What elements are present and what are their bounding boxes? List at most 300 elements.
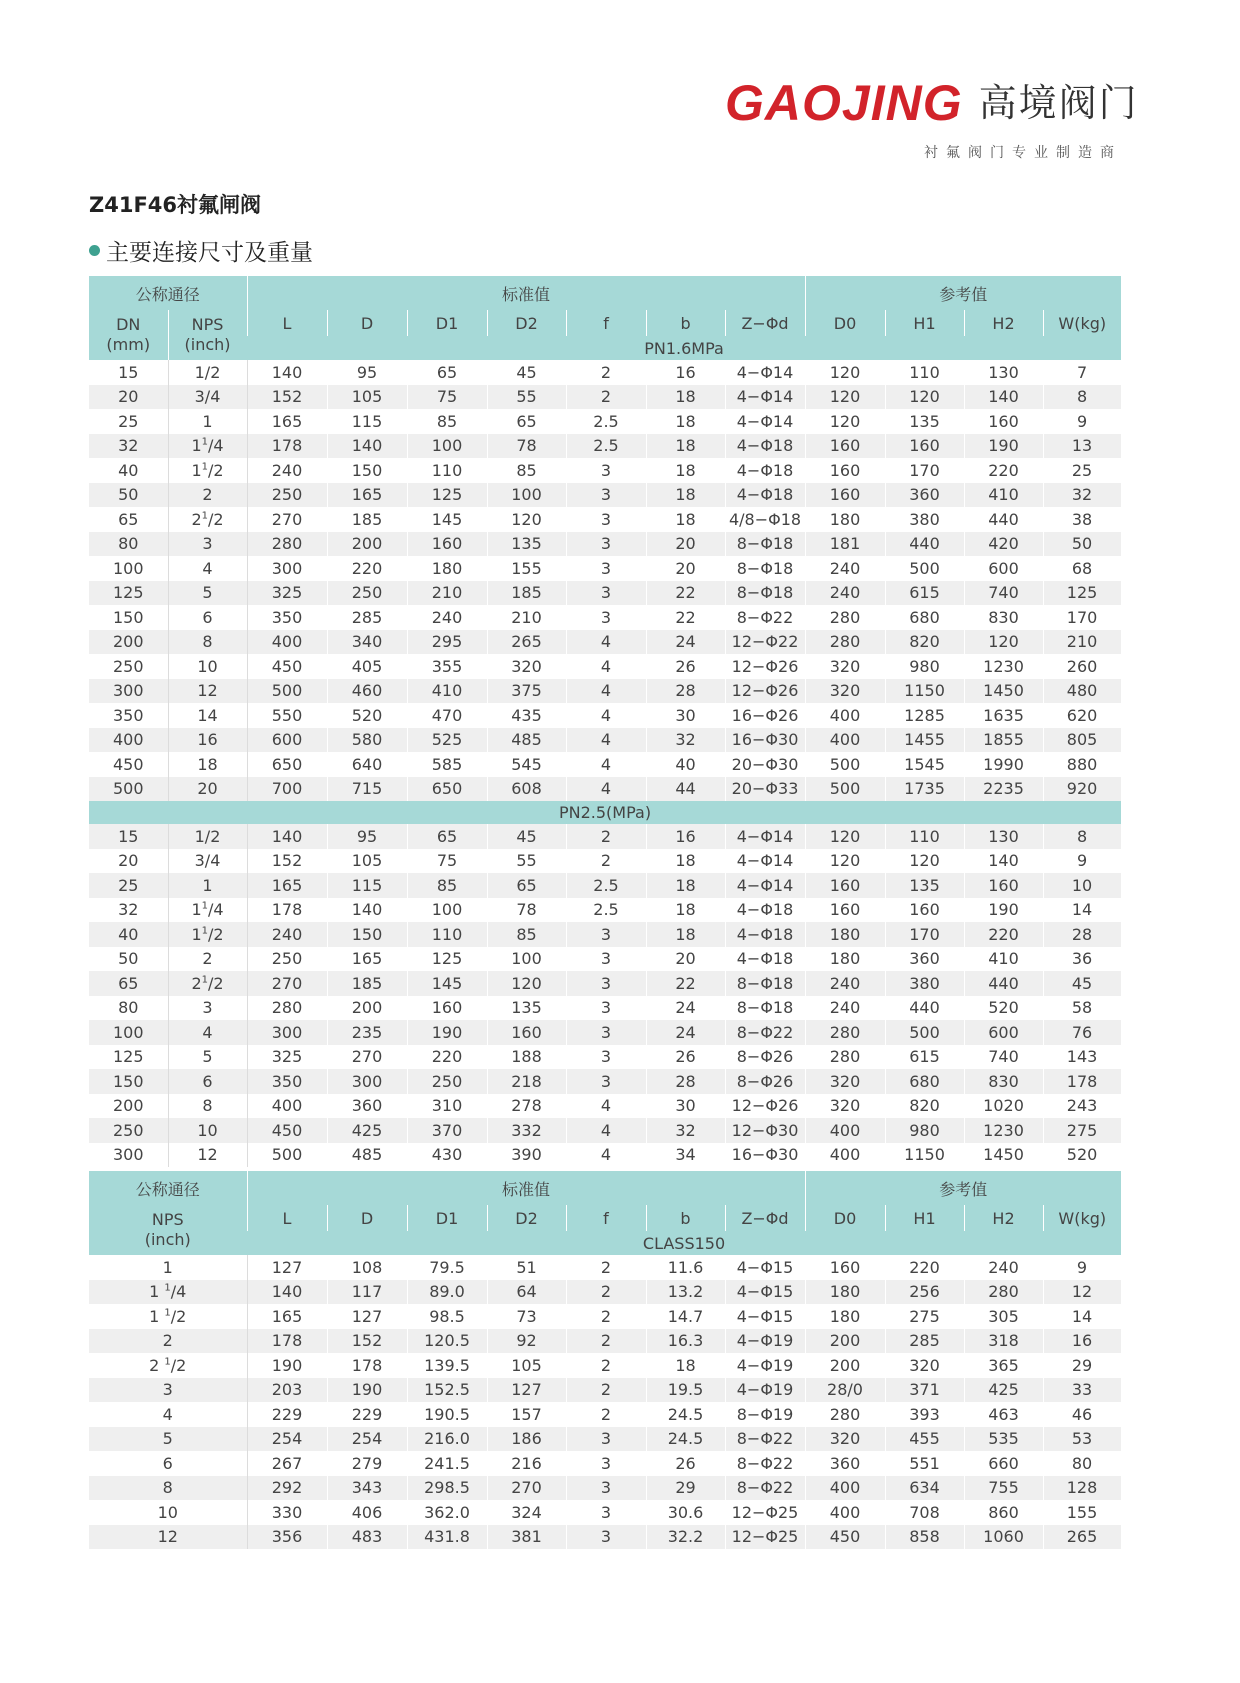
table-cell: 18	[646, 458, 725, 483]
table-cell: 3	[566, 971, 646, 996]
table-cell: 420	[964, 532, 1043, 557]
table-cell: 1855	[964, 728, 1043, 753]
page-title: Z41F46衬氟闸阀	[89, 193, 262, 217]
table-cell: 135	[487, 532, 566, 557]
dimensions-table-class150	[89, 1171, 1122, 1549]
table-row	[89, 605, 1121, 630]
table-cell: 200	[805, 1329, 885, 1354]
table-cell: 279	[327, 1451, 407, 1476]
table-cell: 405	[327, 654, 407, 679]
table-cell: 115	[327, 873, 407, 898]
table-cell: 5	[168, 1045, 247, 1070]
table-cell: 858	[885, 1525, 964, 1550]
table-cell: 32	[89, 898, 168, 923]
table-cell: 33	[1043, 1378, 1121, 1403]
table-cell: 8−Φ22	[725, 1020, 805, 1045]
table-row	[89, 385, 1121, 410]
table-cell: 8	[168, 1094, 247, 1119]
table-cell: 120	[805, 360, 885, 385]
table-cell: 4−Φ18	[725, 947, 805, 972]
table-cell: 3	[566, 556, 646, 581]
table-cell: 1	[89, 1255, 247, 1280]
table-cell: 13.2	[646, 1280, 725, 1305]
table-cell: 280	[805, 1020, 885, 1045]
table-row	[89, 752, 1121, 777]
table-cell: 920	[1043, 777, 1121, 802]
table-cell: $1^1/2$	[168, 458, 247, 483]
table-cell: 8−Φ26	[725, 1045, 805, 1070]
table-row	[89, 409, 1121, 434]
table-cell: 1150	[885, 1143, 964, 1168]
table-cell: 140	[327, 434, 407, 459]
table-cell: 110	[885, 824, 964, 849]
table-cell: 240	[407, 605, 487, 630]
table-cell: 3	[566, 458, 646, 483]
table-cell: 1230	[964, 654, 1043, 679]
table-cell: 3	[566, 1476, 646, 1501]
table-cell: 4−Φ15	[725, 1255, 805, 1280]
column-header: D	[327, 310, 407, 336]
table-cell: 300	[89, 1143, 168, 1168]
table-cell: 285	[885, 1329, 964, 1354]
table-cell: 440	[964, 507, 1043, 532]
table-cell: 350	[247, 605, 327, 630]
table-cell: 355	[407, 654, 487, 679]
table-cell: 155	[487, 556, 566, 581]
column-header: D1	[407, 1205, 487, 1231]
table-cell: 16	[646, 824, 725, 849]
table-cell: 19.5	[646, 1378, 725, 1403]
table-cell: 4−Φ14	[725, 385, 805, 410]
table-cell: 360	[805, 1451, 885, 1476]
table-cell: 12−Φ25	[725, 1500, 805, 1525]
table-cell: 216	[487, 1451, 566, 1476]
table-cell: 152	[327, 1329, 407, 1354]
section-label: PN2.5(MPa)	[89, 801, 1121, 824]
table-row	[89, 1094, 1121, 1119]
table-cell: 450	[247, 654, 327, 679]
table-cell: 330	[247, 1500, 327, 1525]
table-cell: 485	[487, 728, 566, 753]
table-cell: 85	[407, 873, 487, 898]
table-cell: 140	[247, 1280, 327, 1305]
table-cell: 360	[885, 483, 964, 508]
table-cell: 16−Φ30	[725, 1143, 805, 1168]
table-cell: 8−Φ18	[725, 556, 805, 581]
table-cell: 65	[487, 873, 566, 898]
table-cell: 300	[327, 1069, 407, 1094]
table-cell: 440	[964, 971, 1043, 996]
table-cell: 11.6	[646, 1255, 725, 1280]
table-cell: 65	[487, 409, 566, 434]
table-cell: 12	[1043, 1280, 1121, 1305]
table-row	[89, 922, 1121, 947]
table-cell: 1020	[964, 1094, 1043, 1119]
table-cell: 89.0	[407, 1280, 487, 1305]
table-cell: 4−Φ18	[725, 483, 805, 508]
table-cell: 483	[327, 1525, 407, 1550]
table-cell: 85	[487, 458, 566, 483]
table-cell: 8	[168, 630, 247, 655]
table-cell: 125	[407, 483, 487, 508]
table-cell: 32	[646, 1118, 725, 1143]
table-cell: 180	[805, 947, 885, 972]
table-cell: 280	[805, 630, 885, 655]
table-cell: 470	[407, 703, 487, 728]
table-cell: 4−Φ18	[725, 434, 805, 459]
table-cell: 240	[805, 996, 885, 1021]
table-cell: 680	[885, 1069, 964, 1094]
table-cell: 13	[1043, 434, 1121, 459]
table-cell: 155	[1043, 1500, 1121, 1525]
table-cell: 240	[805, 581, 885, 606]
table-cell: 80	[89, 996, 168, 1021]
table-cell: 500	[885, 1020, 964, 1045]
table-cell: 463	[964, 1402, 1043, 1427]
table-row	[89, 1020, 1121, 1045]
table-cell: 128	[1043, 1476, 1121, 1501]
column-header: L	[247, 310, 327, 336]
table-cell: 210	[487, 605, 566, 630]
table-cell: 140	[964, 385, 1043, 410]
table-cell: 78	[487, 898, 566, 923]
table-cell: 25	[1043, 458, 1121, 483]
table-cell: 4	[566, 679, 646, 704]
table-cell: 3	[566, 507, 646, 532]
table-cell: 125	[407, 947, 487, 972]
table-row	[89, 996, 1121, 1021]
table-row	[89, 532, 1121, 557]
table-cell: 36	[1043, 947, 1121, 972]
dimensions-table-pn	[89, 276, 1122, 1167]
table-cell: 120	[805, 824, 885, 849]
table-cell: 20	[89, 849, 168, 874]
table-cell: 30	[646, 703, 725, 728]
table-cell: 4	[566, 1094, 646, 1119]
table-cell: 190	[407, 1020, 487, 1045]
table-cell: 455	[885, 1427, 964, 1452]
table-cell: 130	[964, 360, 1043, 385]
table-cell: 100	[89, 1020, 168, 1045]
table-cell: 100	[89, 556, 168, 581]
table-cell: 4	[168, 556, 247, 581]
table-cell: 203	[247, 1378, 327, 1403]
table-cell: 450	[247, 1118, 327, 1143]
table-cell: 2.5	[566, 873, 646, 898]
table-cell: 270	[327, 1045, 407, 1070]
table-cell: 400	[247, 630, 327, 655]
group-header-standard: 标准值	[247, 1171, 805, 1205]
table-cell: 12	[89, 1525, 247, 1550]
table-cell: 80	[1043, 1451, 1121, 1476]
table-cell: 160	[805, 1255, 885, 1280]
bullet-icon	[89, 245, 100, 256]
table-cell: 65	[89, 507, 168, 532]
table-cell: 1150	[885, 679, 964, 704]
table-cell: 4/8−Φ18	[725, 507, 805, 532]
table-cell: 38	[1043, 507, 1121, 532]
table-cell: 26	[646, 1451, 725, 1476]
table-cell: 20	[646, 556, 725, 581]
table-cell: 22	[646, 971, 725, 996]
table-cell: 3	[566, 1525, 646, 1550]
table-cell: 110	[407, 922, 487, 947]
table-cell: 600	[247, 728, 327, 753]
table-cell: 4	[566, 728, 646, 753]
table-cell: 320	[805, 679, 885, 704]
table-cell: 18	[646, 483, 725, 508]
table-cell: 12−Φ22	[725, 630, 805, 655]
table-cell: 480	[1043, 679, 1121, 704]
table-cell: 380	[885, 971, 964, 996]
table-cell: 28	[1043, 922, 1121, 947]
table-cell: 250	[407, 1069, 487, 1094]
table-cell: 4	[566, 752, 646, 777]
table-cell: 550	[247, 703, 327, 728]
table-cell: 400	[805, 728, 885, 753]
table-cell: 65	[89, 971, 168, 996]
table-row	[89, 947, 1121, 972]
column-header: b	[646, 1205, 725, 1231]
table-cell: 2	[168, 947, 247, 972]
table-cell: 95	[327, 824, 407, 849]
table-cell: 75	[407, 849, 487, 874]
table-cell: 160	[487, 1020, 566, 1045]
table-cell: 240	[247, 458, 327, 483]
table-cell: 150	[89, 1069, 168, 1094]
table-cell: 18	[646, 922, 725, 947]
table-cell: 820	[885, 1094, 964, 1119]
table-cell: 75	[407, 385, 487, 410]
table-cell: 26	[646, 654, 725, 679]
table-cell: 170	[885, 458, 964, 483]
table-cell: 8	[1043, 824, 1121, 849]
table-cell: 254	[247, 1427, 327, 1452]
table-cell: 2	[566, 1329, 646, 1354]
table-cell: 740	[964, 581, 1043, 606]
table-cell: 45	[487, 824, 566, 849]
table-cell: 551	[885, 1451, 964, 1476]
table-cell: 220	[885, 1255, 964, 1280]
table-cell: 160	[885, 434, 964, 459]
table-cell: 45	[1043, 971, 1121, 996]
table-cell: 320	[885, 1353, 964, 1378]
column-header: DN (mm)	[89, 310, 168, 360]
table-cell: 1545	[885, 752, 964, 777]
table-cell: 45	[487, 360, 566, 385]
table-cell: 185	[327, 971, 407, 996]
table-cell: 18	[646, 873, 725, 898]
table-cell: 2	[566, 824, 646, 849]
table-cell: 4−Φ14	[725, 824, 805, 849]
table-cell: $1^1/2$	[168, 922, 247, 947]
table-cell: 28	[646, 1069, 725, 1094]
table-cell: 292	[247, 1476, 327, 1501]
table-cell: 40	[646, 752, 725, 777]
table-cell: 500	[805, 777, 885, 802]
table-cell: 4−Φ19	[725, 1378, 805, 1403]
brand-tagline: 衬氟阀门专业制造商	[924, 145, 1122, 161]
table-cell: 305	[964, 1304, 1043, 1329]
table-row	[89, 1378, 1121, 1403]
table-row	[89, 898, 1121, 923]
table-cell: 3	[566, 532, 646, 557]
table-cell: 140	[247, 360, 327, 385]
table-cell: 9	[1043, 409, 1121, 434]
table-cell: 18	[646, 1353, 725, 1378]
table-cell: 2.5	[566, 898, 646, 923]
table-cell: 400	[805, 703, 885, 728]
table-cell: 708	[885, 1500, 964, 1525]
table-cell: 120	[885, 385, 964, 410]
table-cell: 185	[327, 507, 407, 532]
table-cell: 2235	[964, 777, 1043, 802]
table-cell: 450	[805, 1525, 885, 1550]
table-cell: 270	[247, 507, 327, 532]
table-cell: 12−Φ26	[725, 654, 805, 679]
table-cell: 500	[247, 1143, 327, 1168]
table-cell: $1^1/4$	[168, 898, 247, 923]
table-cell: 25	[89, 873, 168, 898]
table-cell: 4−Φ14	[725, 849, 805, 874]
table-cell: 73	[487, 1304, 566, 1329]
table-cell: 178	[327, 1353, 407, 1378]
table-cell: 190	[327, 1378, 407, 1403]
table-cell: 2.5	[566, 409, 646, 434]
table-cell: 140	[247, 824, 327, 849]
table-cell: 65	[407, 824, 487, 849]
table-row	[89, 1045, 1121, 1070]
table-cell: 150	[89, 605, 168, 630]
table-cell: 180	[805, 507, 885, 532]
table-cell: 18	[646, 898, 725, 923]
table-cell: 28	[646, 679, 725, 704]
table-cell: 170	[1043, 605, 1121, 630]
table-cell: 275	[1043, 1118, 1121, 1143]
table-cell: 127	[327, 1304, 407, 1329]
table-cell: 6	[168, 1069, 247, 1094]
table-cell: 79.5	[407, 1255, 487, 1280]
brand-logo	[725, 75, 1139, 131]
table-cell: 310	[407, 1094, 487, 1119]
table-cell: 350	[247, 1069, 327, 1094]
table-cell: 8−Φ19	[725, 1402, 805, 1427]
table-cell: 425	[964, 1378, 1043, 1403]
table-cell: 130	[964, 824, 1043, 849]
table-cell: 4−Φ14	[725, 360, 805, 385]
table-cell: 1285	[885, 703, 964, 728]
table-cell: 240	[805, 971, 885, 996]
table-cell: 14	[1043, 898, 1121, 923]
table-cell: 29	[646, 1476, 725, 1501]
table-cell: 100	[407, 434, 487, 459]
table-cell: 350	[89, 703, 168, 728]
table-cell: 98.5	[407, 1304, 487, 1329]
table-cell: 24	[646, 996, 725, 1021]
table-cell: 295	[407, 630, 487, 655]
table-cell: 430	[407, 1143, 487, 1168]
table-cell: 600	[964, 1020, 1043, 1045]
table-cell: 3/4	[168, 849, 247, 874]
table-cell: 390	[487, 1143, 566, 1168]
table-cell: 190.5	[407, 1402, 487, 1427]
table-cell: 85	[487, 922, 566, 947]
table-cell: 243	[1043, 1094, 1121, 1119]
table-cell: 65	[407, 360, 487, 385]
table-cell: 820	[885, 630, 964, 655]
table-cell: 160	[805, 873, 885, 898]
table-cell: 160	[407, 996, 487, 1021]
table-cell: 50	[89, 483, 168, 508]
table-cell: 78	[487, 434, 566, 459]
table-cell: 250	[327, 581, 407, 606]
table-cell: 110	[885, 360, 964, 385]
group-header-reference: 参考值	[805, 1171, 1121, 1205]
group-header-standard: 标准值	[247, 276, 805, 310]
table-cell: 160	[805, 434, 885, 459]
table-row	[89, 434, 1121, 459]
table-cell: 20	[646, 532, 725, 557]
column-header: Z−Φd	[725, 1205, 805, 1231]
table-cell: 980	[885, 654, 964, 679]
table-cell: 200	[805, 1353, 885, 1378]
table-cell: 535	[964, 1427, 1043, 1452]
table-cell: 14	[1043, 1304, 1121, 1329]
table-cell: 92	[487, 1329, 566, 1354]
table-cell: 3	[566, 483, 646, 508]
table-cell: 1060	[964, 1525, 1043, 1550]
table-cell: 393	[885, 1402, 964, 1427]
table-cell: 20	[168, 777, 247, 802]
table-row	[89, 1525, 1121, 1550]
table-cell: 160	[805, 898, 885, 923]
table-cell: 1450	[964, 1143, 1043, 1168]
table-cell: 830	[964, 1069, 1043, 1094]
table-cell: 4−Φ15	[725, 1280, 805, 1305]
table-cell: 634	[885, 1476, 964, 1501]
table-cell: 3	[566, 922, 646, 947]
table-cell: 500	[885, 556, 964, 581]
table-cell: 125	[1043, 581, 1121, 606]
table-cell: 220	[964, 458, 1043, 483]
table-cell: 200	[89, 1094, 168, 1119]
table-cell: 320	[805, 1427, 885, 1452]
table-cell: 20−Φ30	[725, 752, 805, 777]
table-cell: 152	[247, 385, 327, 410]
table-cell: 150	[327, 458, 407, 483]
table-cell: 640	[327, 752, 407, 777]
table-row	[89, 728, 1121, 753]
table-cell: 450	[89, 752, 168, 777]
table-cell: 46	[1043, 1402, 1121, 1427]
table-cell: 58	[1043, 996, 1121, 1021]
table-cell: 400	[247, 1094, 327, 1119]
table-cell: 3	[168, 996, 247, 1021]
table-cell: $2^1/2$	[168, 507, 247, 532]
table-cell: 32	[1043, 483, 1121, 508]
table-cell: 2	[566, 385, 646, 410]
table-row	[89, 971, 1121, 996]
table-cell: 160	[964, 873, 1043, 898]
table-cell: 520	[1043, 1143, 1121, 1168]
table-cell: 500	[89, 777, 168, 802]
table-cell: 285	[327, 605, 407, 630]
column-header: H2	[964, 310, 1043, 336]
table-cell: 24.5	[646, 1427, 725, 1452]
table-cell: 190	[247, 1353, 327, 1378]
table-cell: 4−Φ15	[725, 1304, 805, 1329]
table-cell: 2	[566, 1304, 646, 1329]
